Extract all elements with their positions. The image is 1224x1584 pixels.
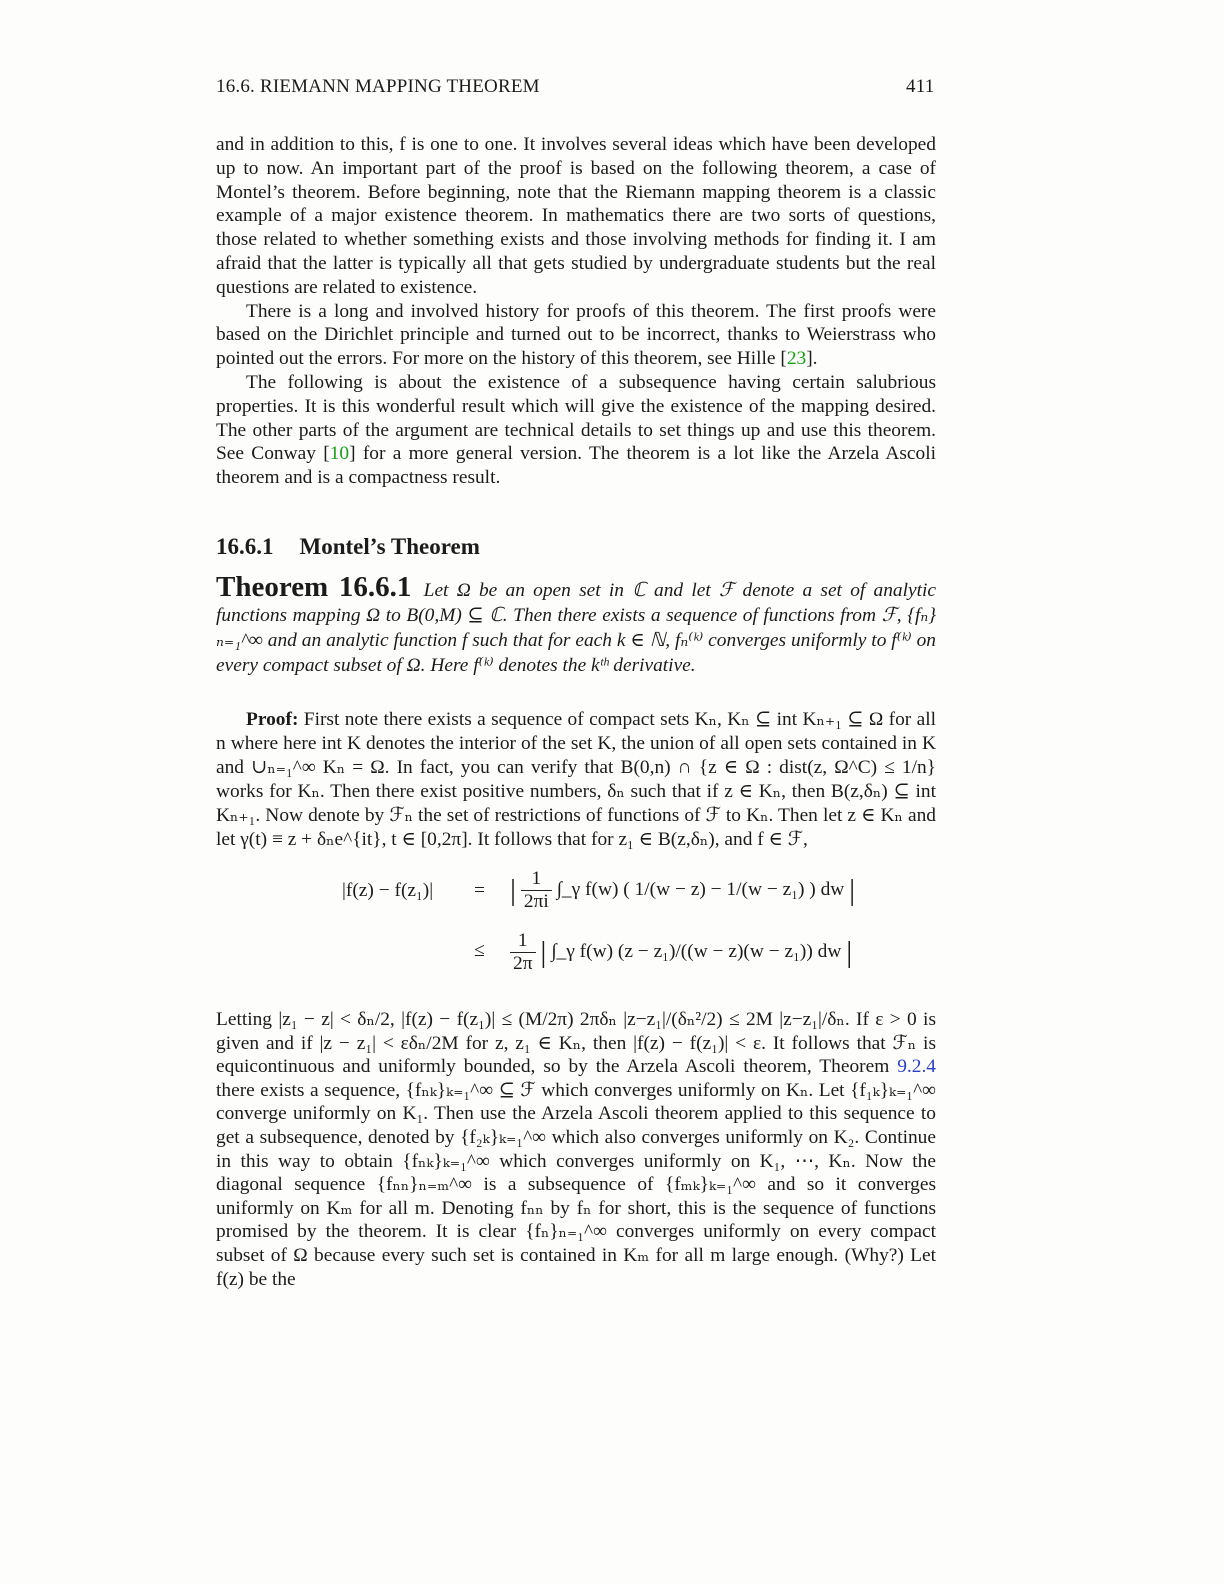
intro-text (216, 133, 936, 490)
running-title: 16.6. RIEMANN MAPPING THEOREM (216, 76, 540, 97)
proof-text-1: First note there exists a sequence of compact sets Kₙ, Kₙ ⊆ int Kₙ₊₁ ⊆ Ω for all n where here int K denotes the interior of the set K, the union of all open sets contained in K and ∪ₙ₌₁^∞ Kₙ = Ω. In fact, you can verify that B(0,n) ∩ {z ∈ Ω : dist(z, Ω^C) ≤ 1/n} works for Kₙ. Then there exist positive numbers, δₙ such that if z ∈ Kₙ, then B(z,δₙ) ⊆ int Kₙ₊₁. Now denote by ℱₙ the set of restrictions of functions of ℱ to Kₙ. Then let z ∈ Kₙ and let γ(t) ≡ z + δₙe^{it}, t ∈ [0,2π]. It follows that for z₁ ∈ B(z,δₙ), and f ∈ ℱ, (216, 709, 936, 850)
equation-relation-le: ≤ (474, 940, 485, 961)
equation-line-1-body: ∫_γ f(w) ( 1/(w − z) − 1/(w − z₁) ) dw (556, 878, 845, 900)
theorem-body: Let Ω be an open set in ℂ and let ℱ denote a set of analytic functions mapping Ω to B(0,M) ⊆ ℂ. Then there exists a sequence of functions from ℱ, {fₙ}ₙ₌₁^∞ and an analytic function f such that for each k ∈ ℕ, fₙ⁽ᵏ⁾ converges uniformly to f⁽ᵏ⁾ on every compact subset of Ω. Here f⁽ᵏ⁾ denotes the kᵗʰ derivative. (216, 580, 936, 676)
equation-line-2: $\frac{1}{2\pi}$ | ∫_γ f(w) (z − z₁)/((w − z)(w − z₁)) dw | (510, 930, 852, 975)
paragraph-1: and in addition to this, f is one to one. It involves several ideas which have been developed up to now. An important part of the proof is based on the following theorem, a case of Montel’s theorem. Before beginning, note that the Riemann mapping theorem is a classic example of a major existence theorem. In mathematics there are two sorts of questions, those related to whether something exists and those involving methods for finding it. I am afraid that the latter is typically all that gets studied by undergraduate students but the real questions are related to existence. (216, 134, 936, 298)
paragraph-3: The following is about the existence of a subsequence having certain salubrious properties. It is this wonderful result which will give the existence of the mapping desired. The other parts of the argument are technical details to set things up and use this theorem. See Conway [10] for a more general version. The theorem is a lot like the Arzela Ascoli theorem and is a compactness result. (216, 371, 937, 489)
proof-block (216, 708, 936, 852)
equation-lhs: |f(z) − f(z₁)| (342, 880, 434, 901)
proof-continuation: Letting |z₁ − z| < δₙ/2, |f(z) − f(z₁)| ≤ (M/2π) 2πδₙ |z−z₁|/(δₙ²/2) ≤ 2M |z−z₁|/δₙ. If ε > 0 is given and if |z − z₁| < εδₙ/2M for z, z₁ ∈ Kₙ, then |f(z) − f(z₁)| < ε. It follows that ℱₙ is equicontinuous and uniformly bounded, so by the Arzela Ascoli theorem, Theorem 9.2.4 there exists a sequence, {fₙₖ}ₖ₌₁^∞ ⊆ ℱ which converges uniformly on Kₙ. Let {f₁ₖ}ₖ₌₁^∞ converge uniformly on K₁. Then use the Arzela Ascoli theorem applied to this sequence to get a subsequence, denoted by {f₂ₖ}ₖ₌₁^∞ which also converges uniformly on K₂. Continue in this way to obtain {fₙₖ}ₖ₌₁^∞ which converges uniformly on K₁, ⋯, Kₙ. Now the diagonal sequence {fₙₙ}ₙ₌ₘ^∞ is a subsequence of {fₘₖ}ₖ₌₁^∞ and so it converges uniformly on Kₘ for all m. Denoting fₙₙ by fₙ for short, this is the sequence of functions promised by the theorem. It is clear {fₙ}ₙ₌₁^∞ converges uniformly on every compact subset of Ω because every such set is contained in Kₘ for all m large enough. (Why?) Let f(z) be the (216, 1009, 936, 1290)
proof-label: Proof: (246, 709, 299, 730)
theorem-reference-link[interactable]: 9.2.4 (897, 1056, 936, 1078)
paragraph-2: There is a long and involved history for proofs of this theorem. The first proofs were based on the Dirichlet principle and turned out to be incorrect, thanks to Weierstrass who pointed out the errors. For more on the history of this theorem, see Hille [23]. (216, 300, 936, 370)
section-number: 16.6.1 (216, 534, 274, 559)
section-heading (216, 534, 480, 560)
equation-line-2-body: ∫_γ f(w) (z − z₁)/((w − z)(w − z₁)) dw (551, 940, 842, 962)
equation-relation-eq: = (474, 880, 485, 901)
theorem-block (216, 571, 936, 678)
citation-link-23[interactable]: 23 (786, 348, 807, 370)
page-number: 411 (906, 76, 935, 97)
equation-line-1: | $\frac{1}{2\pi i}$ ∫_γ f(w) ( 1/(w − z) − 1/(w − z₁) ) dw | (510, 868, 856, 912)
theorem-label: Theorem 16.6.1 (216, 571, 412, 603)
section-title: Montel’s Theorem (299, 534, 480, 559)
citation-link-10[interactable]: 10 (329, 443, 350, 465)
